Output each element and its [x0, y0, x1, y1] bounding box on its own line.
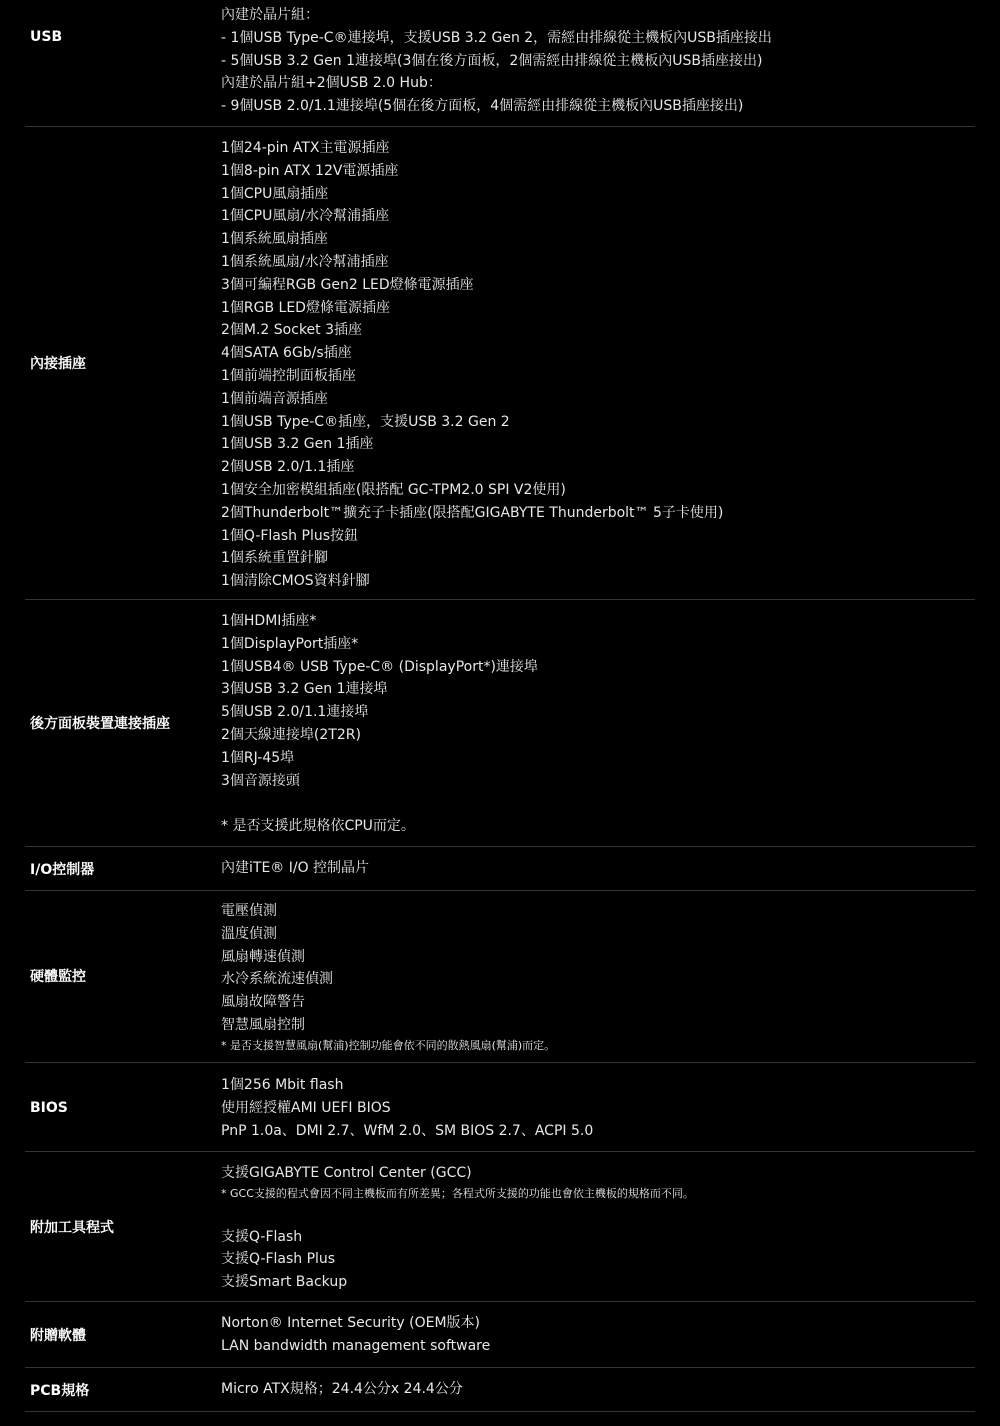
row-label-utilities: 附加工具程式 [30, 1220, 114, 1236]
row-content-rear-panel [221, 610, 981, 838]
row-divider [25, 1151, 975, 1152]
row-label-bios: BIOS [30, 1100, 68, 1116]
spec-line: 1個HDMI插座* [221, 613, 317, 629]
row-divider [25, 1301, 975, 1302]
spec-line: 1個系統風扇/水冷幫浦插座 [221, 253, 389, 270]
row-divider [25, 1367, 975, 1368]
spec-line: 使用經授權AMI UEFI BIOS [221, 1099, 391, 1116]
spec-line: 4個SATA 6Gb/s插座 [221, 345, 352, 362]
row-content-usb [221, 4, 981, 118]
spec-line: 1個USB 3.2 Gen 1插座 [221, 436, 374, 453]
spec-line: Norton® Internet Security (OEM版本) [221, 1315, 481, 1331]
spec-line: 支援Q-Flash [221, 1228, 303, 1245]
spec-line: 水冷系統流速偵測 [221, 971, 333, 988]
spec-line: 1個清除CMOS資料針腳 [221, 573, 370, 590]
spec-line: 3個可編程RGB Gen2 LED燈條電源插座 [221, 276, 474, 293]
spec-line: 電壓偵測 [221, 903, 277, 919]
spec-line: 1個Q-Flash Plus按鈕 [221, 527, 359, 544]
spec-line: - 9個USB 2.0/1.1連接埠(5個在後方面板，4個需經由排線從主機板內USB插座接出) [221, 98, 744, 115]
spec-line: Micro ATX規格；24.4公分x 24.4公分 [221, 1381, 463, 1397]
spec-line: 3個USB 3.2 Gen 1連接埠 [221, 681, 388, 698]
spec-line: 支援Q-Flash Plus [221, 1251, 336, 1268]
spec-line: 1個前端控制面板插座 [221, 367, 356, 384]
spec-line: 1個8-pin ATX 12V電源插座 [221, 162, 399, 179]
row-divider [25, 599, 975, 600]
spec-line: 1個系統風扇插座 [221, 231, 328, 248]
spec-line: LAN bandwidth management software [221, 1337, 491, 1354]
spec-line: 2個M.2 Socket 3插座 [221, 322, 363, 339]
spec-line: 1個DisplayPort插座* [221, 635, 359, 652]
spec-line: - 1個USB Type-C®連接埠，支援USB 3.2 Gen 2，需經由排線從主機板內USB插座接出 [221, 29, 772, 46]
row-content-internal-connectors [221, 137, 981, 593]
row-content-utilities [221, 1162, 981, 1294]
row-label-hw-monitor: 硬體監控 [30, 969, 86, 985]
row-label-usb: USB [30, 29, 63, 45]
spec-line: - 5個USB 3.2 Gen 1連接埠(3個在後方面板，2個需經由排線從主機板內USB插座接出) [221, 52, 763, 69]
spec-line: 1個安全加密模組插座(限搭配 GC-TPM2.0 SPI V2使用) [221, 481, 566, 498]
spec-footnote: * 是否支援此規格依CPU而定。 [221, 818, 415, 835]
row-divider [25, 846, 975, 847]
row-content-hw-monitor [221, 900, 981, 1055]
spec-line: 2個Thunderbolt™擴充子卡插座(限搭配GIGABYTE Thunderbolt™ 5子卡使用) [221, 504, 724, 521]
spec-line: 1個USB4® USB Type-C® (DisplayPort*)連接埠 [221, 658, 538, 675]
spec-line: 智慧風扇控制 [221, 1016, 305, 1033]
row-divider [25, 1062, 975, 1063]
spec-line: 內建於晶片組： [221, 7, 319, 23]
spec-line: 溫度偵測 [221, 925, 277, 942]
row-content-io-controller [221, 857, 981, 880]
row-divider [25, 890, 975, 891]
row-divider [25, 1411, 975, 1412]
row-content-bios [221, 1074, 981, 1142]
spec-line: 1個CPU風扇/水冷幫浦插座 [221, 208, 390, 225]
spec-line: PnP 1.0a、DMI 2.7、WfM 2.0、SM BIOS 2.7、ACPI 5.0 [221, 1122, 594, 1139]
spec-line: 支援Smart Backup [221, 1274, 348, 1291]
row-content-form-factor [221, 1378, 981, 1401]
spec-line: 1個CPU風扇插座 [221, 185, 329, 202]
spec-line: 支援GIGABYTE Control Center (GCC) [221, 1165, 472, 1181]
spec-line: 風扇故障警告 [221, 994, 305, 1011]
spec-line: 1個USB Type-C®插座，支援USB 3.2 Gen 2 [221, 413, 510, 430]
spec-line: 3個音源接頭 [221, 772, 300, 789]
spec-line: 風扇轉速偵測 [221, 948, 305, 965]
blank-line [221, 792, 981, 815]
row-label-internal-connectors: 內接插座 [30, 356, 86, 372]
row-divider [25, 126, 975, 127]
spec-line: 1個RJ-45埠 [221, 749, 295, 766]
spec-line: 2個天線連接埠(2T2R) [221, 726, 361, 743]
spec-line: 1個系統重置針腳 [221, 550, 328, 567]
row-label-bundled-software: 附贈軟體 [30, 1328, 86, 1344]
blank-line [221, 1203, 981, 1226]
row-label-io-controller: I/O控制器 [30, 862, 95, 878]
spec-line: 1個RGB LED燈條電源插座 [221, 299, 390, 316]
spec-line: 1個256 Mbit flash [221, 1077, 344, 1093]
spec-line: 內建於晶片組+2個USB 2.0 Hub： [221, 75, 442, 92]
row-content-bundled-software [221, 1312, 981, 1358]
spec-line: 1個前端音源插座 [221, 390, 328, 407]
spec-line: 2個USB 2.0/1.1插座 [221, 459, 355, 476]
row-label-rear-panel: 後方面板裝置連接插座 [30, 716, 170, 732]
spec-line: 內建iTE® I/O 控制晶片 [221, 860, 370, 876]
spec-line: 1個24-pin ATX主電源插座 [221, 140, 390, 156]
spec-line: 5個USB 2.0/1.1連接埠 [221, 704, 369, 721]
row-label-form-factor: PCB規格 [30, 1383, 90, 1399]
spec-note: * GCC支援的程式會因不同主機板而有所差異；各程式所支援的功能也會依主機板的規格而不同。 [221, 1186, 694, 1200]
spec-note: * 是否支援智慧風扇(幫浦)控制功能會依不同的散熱風扇(幫浦)而定。 [221, 1038, 556, 1052]
